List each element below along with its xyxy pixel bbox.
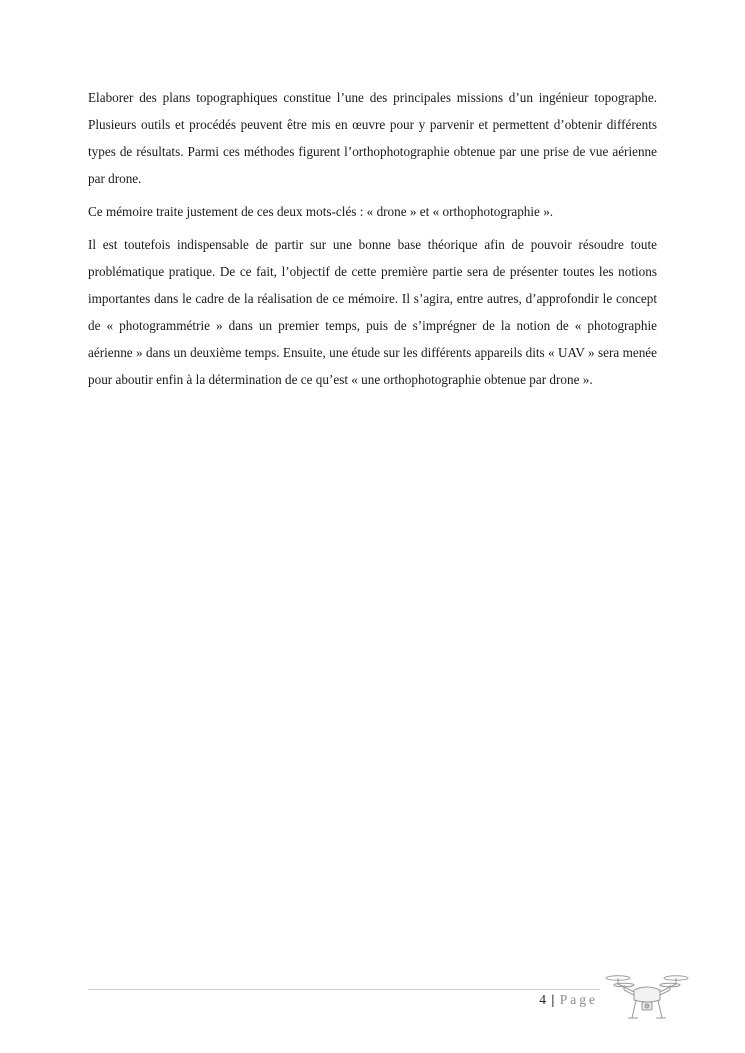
- paragraph-objective: Il est toutefois indispensable de partir sur une bonne base théorique afin de pouvoir résoudre toute problématique pratique. De ce fait, l’objectif de cette première partie sera de présenter toutes les notions importantes dans le cadre de la réalisation de ce mémoire. Il s’agira, entre autres, d’approfondir le concept de « photogrammétrie » dans un premier temps, puis de s’imprégner de la notion de « photographie aérienne » dans un deuxième temps. Ensuite, une étude sur les différents appareils dits « UAV » sera menée pour aboutir enfin à la détermination de ce qu’est « une orthophotographie obtenue par drone ».: [88, 237, 657, 387]
- page-number: 4: [539, 992, 547, 1007]
- footer-divider: [88, 989, 600, 990]
- body-text: [88, 84, 657, 399]
- paragraph-keywords: Ce mémoire traite justement de ces deux mots-clés : « drone » et « orthophotographie ».: [88, 204, 554, 219]
- paragraph-intro: Elaborer des plans topographiques constitue l’une des principales missions d’un ingénieur topographe. Plusieurs outils et procédés peuvent être mis en œuvre pour y parvenir et permettent d’obtenir différents types de résultats. Parmi ces méthodes figurent l’orthophotographie obtenue par une prise de vue aérienne par drone.: [88, 90, 657, 186]
- page-footer: [500, 992, 598, 1008]
- page-separator: |: [551, 992, 555, 1007]
- drone-icon: [604, 970, 690, 1028]
- page-label: Page: [559, 992, 598, 1007]
